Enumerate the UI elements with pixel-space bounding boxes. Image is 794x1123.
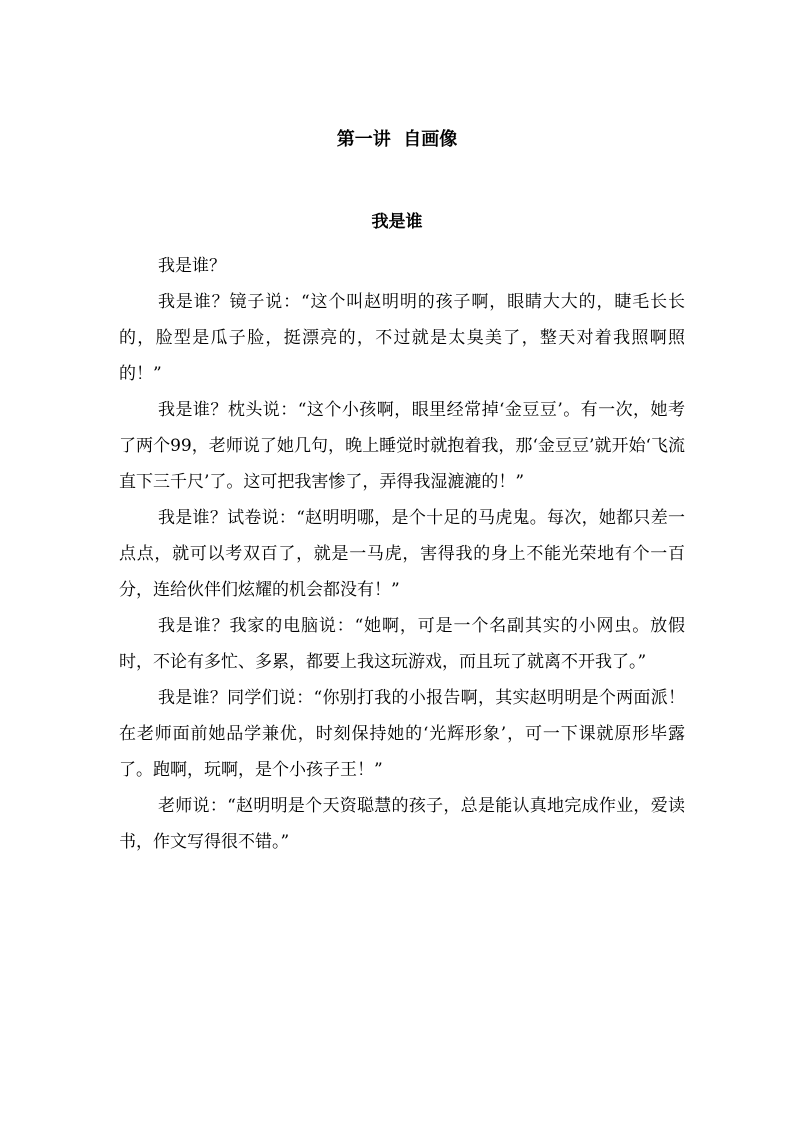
paragraph-6: 我是谁？同学们说：“你别打我的小报告啊，其实赵明明是个两面派！在老师面前她品学兼优，时刻保持她的‘光辉形象’，可一下课就原形毕露了。跑啊，玩啊，是个小孩子王！” [119,688,685,780]
paragraph-1: 我是谁？ [158,256,226,276]
section-title: 我是谁 [371,212,423,232]
chapter-title: 第一讲 自画像 [336,129,458,150]
paragraph-4: 我是谁？试卷说：“赵明明哪，是个十足的马虎鬼。每次，她都只差一点点，就可以考双百了，就是一马虎，害得我的身上不能光荣地有个一百分，连给伙伴们炫耀的机会都没有！” [119,508,685,600]
paragraph-5: 我是谁？我家的电脑说：“她啊，可是一个名副其实的小网虫。放假时，不论有多忙、多累，都要上我这玩游戏，而且玩了就离不开我了。” [119,616,685,672]
paragraph-7: 老师说：“赵明明是个天资聪慧的孩子，总是能认真地完成作业，爱读书，作文写得很不错。” [119,796,685,852]
paragraph-3: 我是谁？枕头说：“这个小孩啊，眼里经常掉‘金豆豆’。有一次，她考了两个99，老师说了她几句，晚上睡觉时就抱着我，那‘金豆豆’就开始‘飞流直下三千尺’了。这可把我害惨了，弄得我湿漉漉的！” [119,400,685,492]
paragraph-2: 我是谁？镜子说：“这个叫赵明明的孩子啊，眼睛大大的，睫毛长长的，脸型是瓜子脸，挺漂亮的，不过就是太臭美了，整天对着我照啊照的！” [119,292,685,384]
body-text [119,248,685,860]
